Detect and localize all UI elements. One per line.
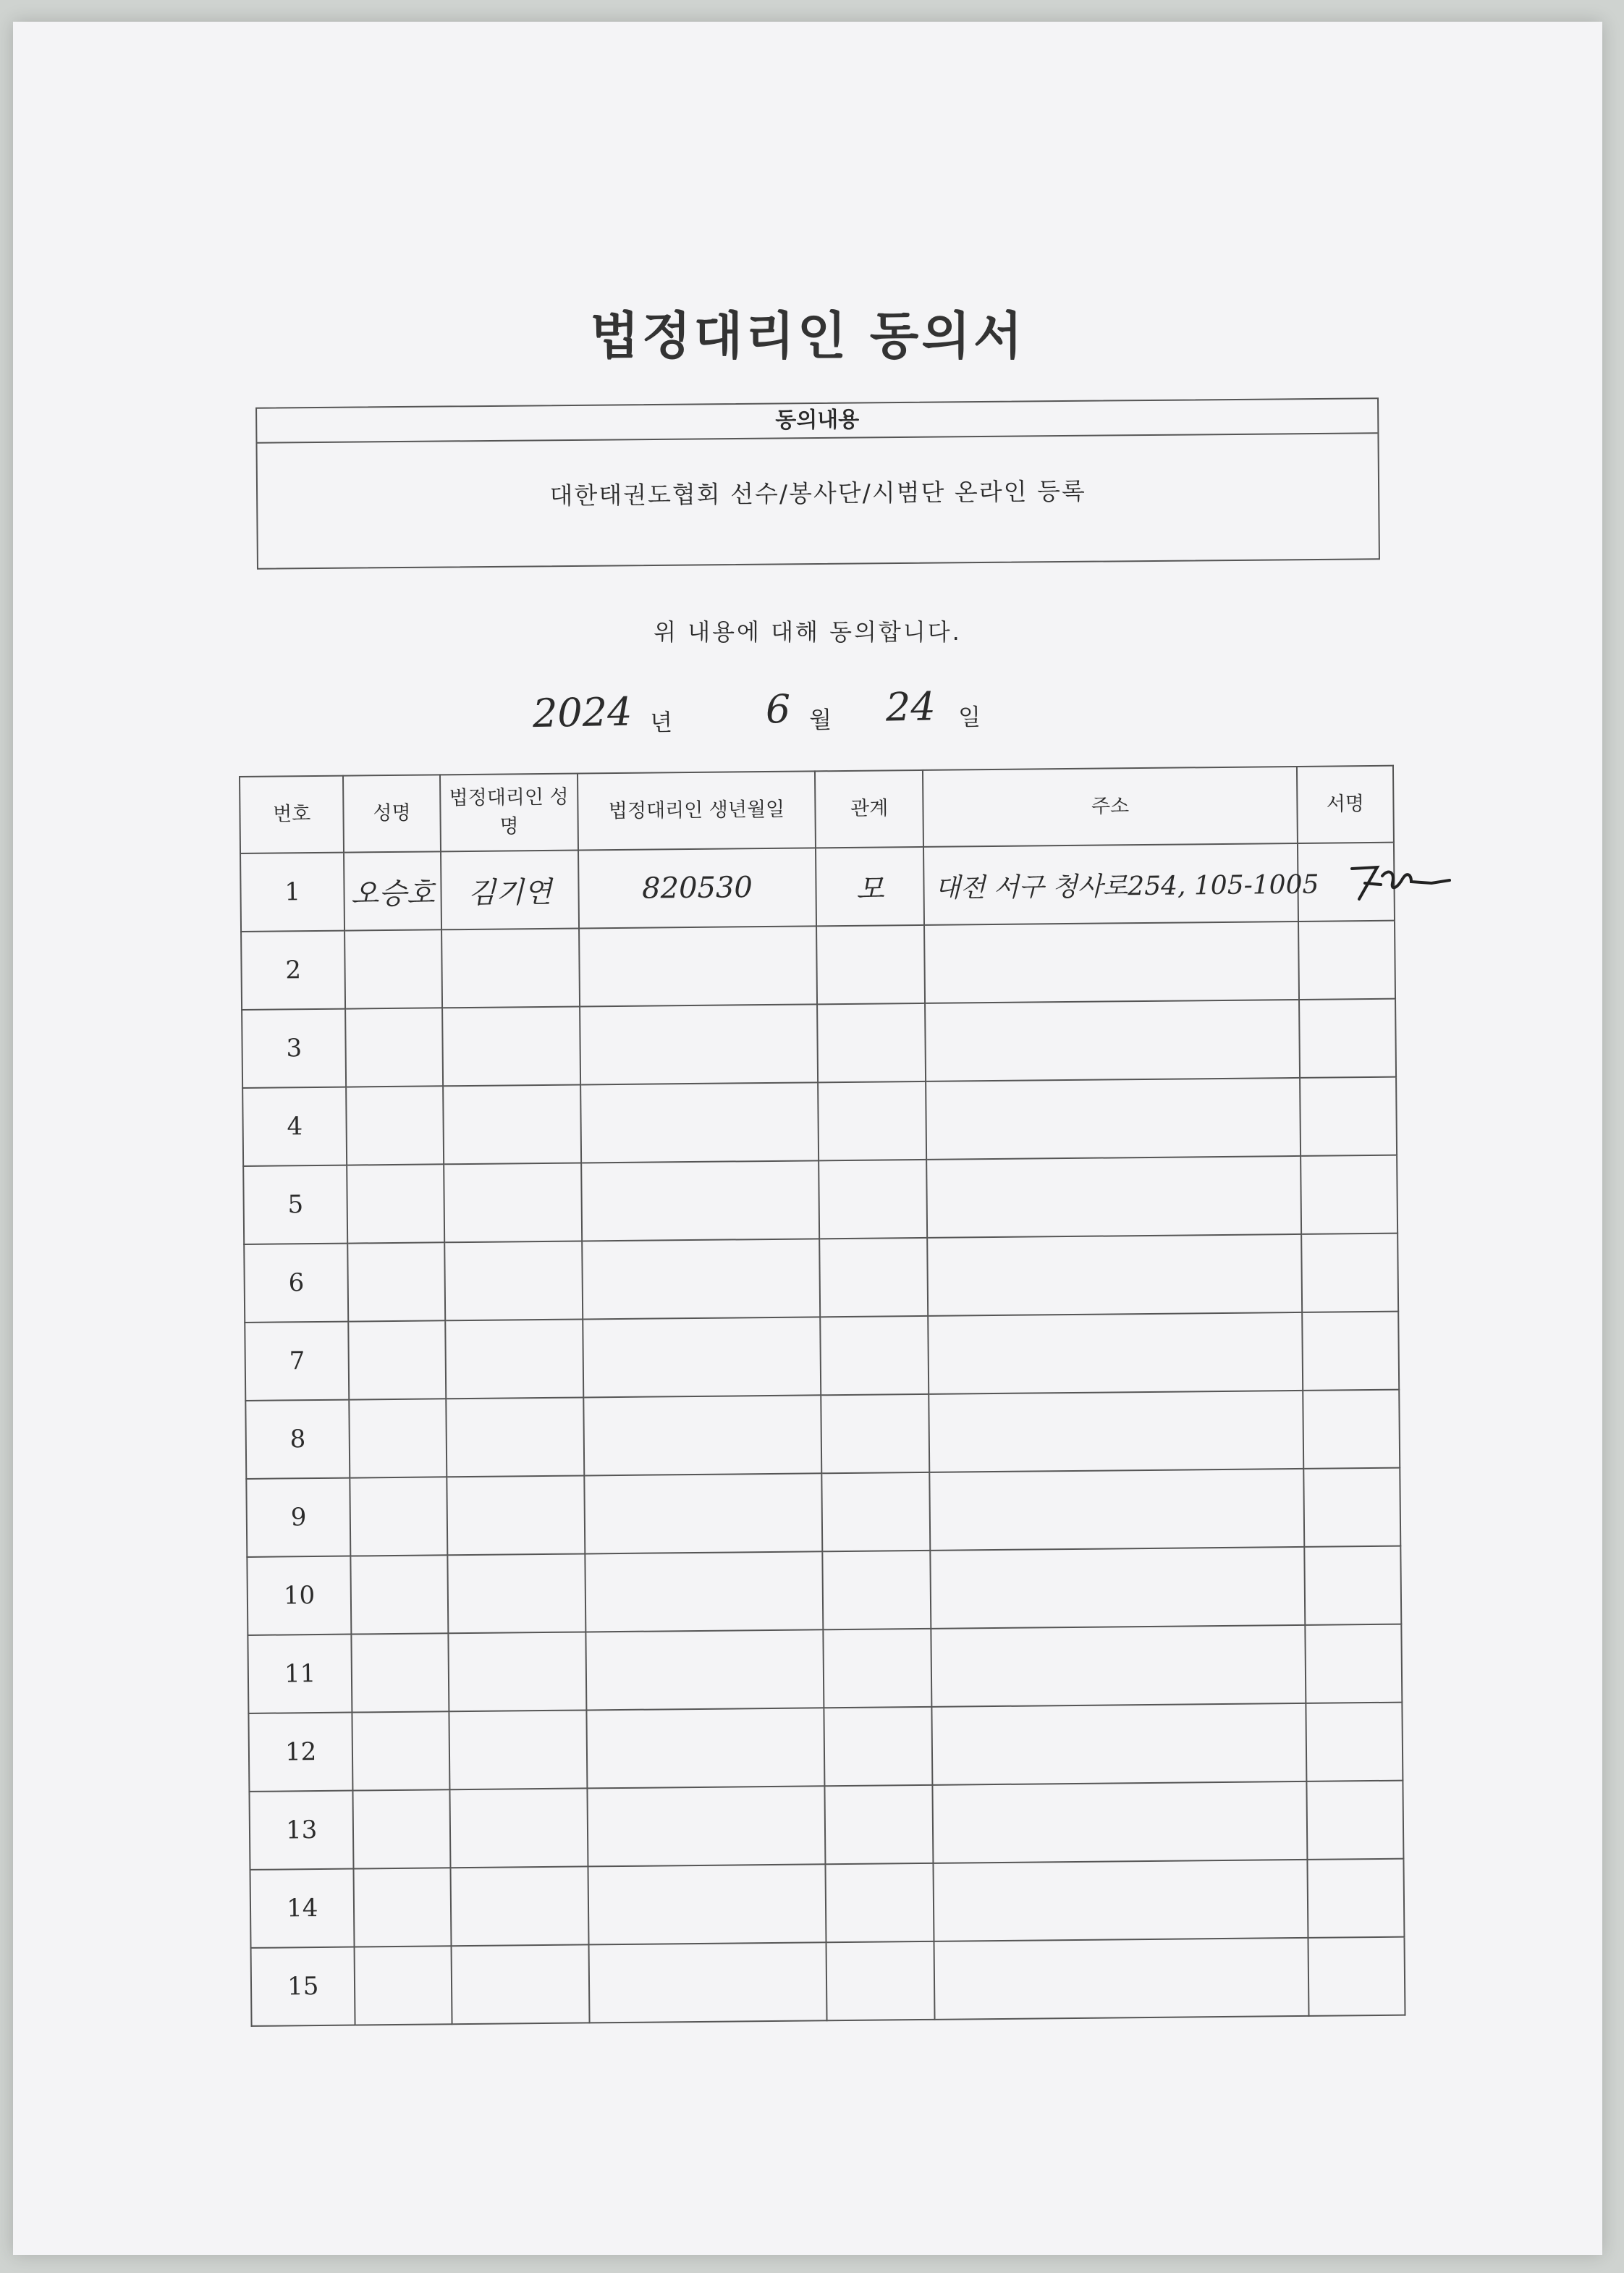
row-guardian-birth <box>579 926 817 1006</box>
row-guardian-name <box>445 1319 584 1399</box>
row-guardian-birth: 820530 <box>578 848 816 928</box>
row-signature <box>1302 1312 1399 1391</box>
header-signature: 서명 <box>1297 766 1394 843</box>
row-name <box>346 1008 443 1087</box>
row-guardian-birth <box>580 1082 819 1163</box>
row-guardian-name <box>449 1710 588 1789</box>
row-guardian-birth <box>587 1708 825 1788</box>
header-guardian-birth: 법정대리인 생년월일 <box>578 771 816 850</box>
row-signature <box>1301 1155 1397 1234</box>
row-address <box>930 1469 1304 1551</box>
row-guardian-birth <box>588 1864 826 1944</box>
handwritten-signature <box>1345 854 1453 905</box>
row-no: 11 <box>248 1635 352 1713</box>
consent-content-box <box>255 397 1380 570</box>
table-row <box>242 1077 1397 1166</box>
row-guardian-birth <box>582 1239 820 1319</box>
row-name <box>351 1555 448 1634</box>
header-guardian-name: 법정대리인 성명 <box>440 774 579 852</box>
row-address <box>929 1312 1303 1394</box>
registration-table <box>239 765 1406 2027</box>
row-name <box>349 1320 446 1399</box>
agree-statement: 위 내용에 대해 동의합니다. <box>654 618 962 646</box>
row-address <box>933 1781 1307 1863</box>
row-name <box>350 1399 447 1477</box>
row-address <box>926 1000 1300 1081</box>
table-header-row <box>240 766 1394 853</box>
row-relation <box>819 1160 928 1239</box>
consent-form-paper <box>13 22 1602 2255</box>
document-title: 법정대리인 동의서 <box>590 306 1025 366</box>
row-no: 6 <box>244 1244 348 1323</box>
row-relation <box>825 1863 934 1942</box>
row-guardian-birth <box>589 1942 827 2023</box>
row-guardian-birth <box>580 1004 818 1084</box>
row-signature <box>1300 1077 1397 1156</box>
table-row <box>245 1312 1399 1401</box>
row-address <box>928 1234 1302 1316</box>
header-no: 번호 <box>240 776 344 853</box>
row-address <box>925 922 1299 1003</box>
row-relation <box>824 1707 933 1786</box>
row-address <box>931 1547 1305 1629</box>
row-relation <box>820 1316 929 1395</box>
row-guardian-birth <box>581 1160 819 1241</box>
row-name <box>353 1789 450 1868</box>
consent-header: 동의내용 <box>257 399 1377 444</box>
table-row <box>246 1468 1400 1557</box>
date-day-label: 일 <box>957 703 981 731</box>
row-guardian-name <box>443 1084 582 1164</box>
row-guardian-name <box>444 1241 583 1320</box>
row-relation <box>817 1003 926 1082</box>
row-guardian-birth <box>584 1473 822 1553</box>
row-guardian-name: 김기연 <box>441 851 580 930</box>
row-name <box>354 1868 451 1947</box>
row-guardian-birth <box>583 1395 821 1475</box>
row-relation <box>826 1941 935 2020</box>
row-no: 7 <box>245 1322 349 1401</box>
row-guardian-name <box>449 1788 588 1868</box>
row-no: 2 <box>241 931 345 1010</box>
table-row <box>247 1546 1401 1635</box>
row-name <box>355 1946 452 2025</box>
table-row <box>248 1624 1402 1713</box>
row-signature <box>1303 1390 1400 1469</box>
row-name <box>350 1477 447 1556</box>
table-row <box>250 1859 1405 1948</box>
row-no: 15 <box>251 1947 355 2026</box>
row-address <box>932 1703 1306 1785</box>
row-address <box>934 1860 1308 1941</box>
row-signature <box>1304 1546 1401 1625</box>
table-row <box>244 1234 1398 1323</box>
row-guardian-name <box>447 1475 585 1555</box>
row-signature <box>1307 1859 1404 1938</box>
row-name <box>352 1711 449 1790</box>
row-name: 오승호 <box>344 851 441 930</box>
row-no: 10 <box>247 1556 351 1635</box>
table-row <box>248 1703 1403 1792</box>
row-guardian-name <box>444 1163 583 1242</box>
date-month-label: 월 <box>808 705 832 734</box>
row-name <box>344 929 441 1008</box>
row-name <box>347 1086 444 1165</box>
row-relation: 모 <box>816 847 925 926</box>
row-no: 3 <box>242 1009 346 1088</box>
row-guardian-name <box>448 1632 587 1711</box>
row-signature <box>1308 1937 1405 2016</box>
table-row <box>241 921 1395 1010</box>
row-guardian-name <box>446 1397 585 1477</box>
header-relation: 관계 <box>815 770 924 848</box>
row-relation <box>821 1472 931 1551</box>
row-no: 13 <box>249 1791 353 1870</box>
row-guardian-birth <box>585 1551 823 1632</box>
row-no: 8 <box>245 1400 350 1479</box>
row-guardian-name <box>450 1866 589 1946</box>
header-name: 성명 <box>343 775 440 852</box>
row-name <box>352 1633 449 1712</box>
table-row <box>240 843 1395 932</box>
row-signature <box>1305 1624 1402 1703</box>
table-row <box>243 1155 1397 1244</box>
row-relation <box>816 925 926 1004</box>
row-address <box>926 1078 1301 1160</box>
row-relation <box>823 1629 932 1708</box>
row-guardian-name <box>451 1944 590 2024</box>
row-guardian-name <box>447 1553 586 1633</box>
row-no: 14 <box>250 1869 355 1948</box>
row-address <box>929 1391 1303 1472</box>
header-address: 주소 <box>923 767 1297 847</box>
row-guardian-birth <box>585 1629 824 1710</box>
row-no: 12 <box>248 1713 352 1792</box>
row-no: 4 <box>242 1087 347 1166</box>
row-relation <box>822 1551 931 1629</box>
row-no: 9 <box>246 1478 350 1557</box>
row-guardian-birth <box>583 1317 821 1397</box>
row-guardian-name <box>442 1006 581 1086</box>
row-address <box>931 1625 1306 1707</box>
table-row <box>245 1390 1400 1479</box>
table-row <box>251 1937 1405 2026</box>
row-no: 1 <box>240 853 344 932</box>
table-row <box>249 1781 1403 1870</box>
row-signature <box>1306 1781 1403 1860</box>
row-signature <box>1306 1703 1403 1781</box>
row-no: 5 <box>243 1165 347 1244</box>
row-guardian-name <box>441 928 580 1008</box>
row-guardian-birth <box>588 1786 826 1866</box>
row-signature <box>1298 921 1395 1000</box>
row-relation <box>818 1081 927 1160</box>
table-row <box>242 999 1396 1088</box>
date-year: 2024 <box>532 688 633 737</box>
date-month: 6 <box>765 686 791 733</box>
row-relation <box>824 1785 934 1864</box>
row-address <box>934 1938 1308 2020</box>
date-year-label: 년 <box>649 708 673 737</box>
row-name <box>347 1164 444 1243</box>
consent-text: 대한태권도협회 선수/봉사단/시범단 온라인 등록 <box>549 476 1086 510</box>
row-relation <box>819 1238 929 1317</box>
date-line <box>532 682 1039 741</box>
row-address <box>927 1156 1301 1238</box>
date-day: 24 <box>885 683 936 730</box>
row-signature <box>1301 1234 1398 1312</box>
row-signature <box>1303 1468 1400 1547</box>
row-signature <box>1299 999 1396 1078</box>
row-address: 대전 서구 청사로254, 105-1005 <box>923 843 1298 925</box>
row-name <box>348 1242 445 1321</box>
row-relation <box>821 1394 930 1473</box>
